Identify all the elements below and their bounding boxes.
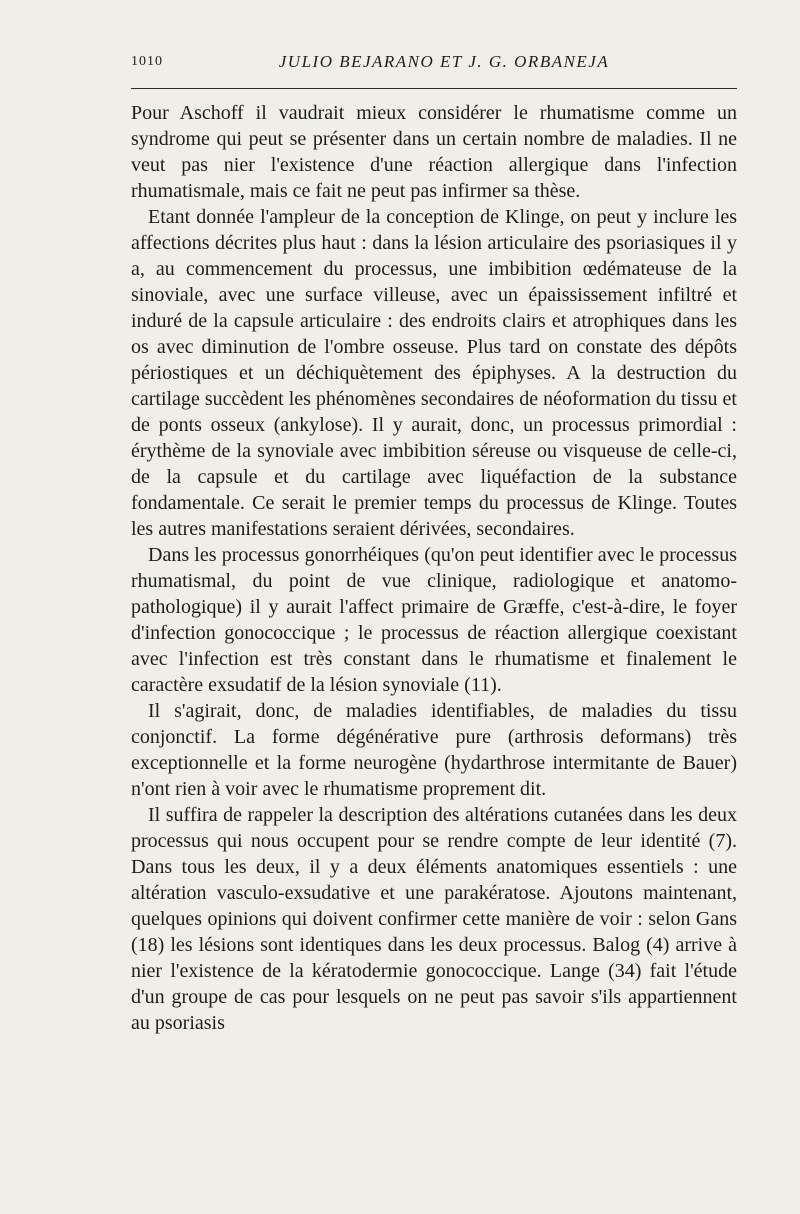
paragraph-4: Il s'agirait, donc, de maladies identifiables, de maladies du tissu conjonctif. La forme dégénérative pure (arthrosis deformans) très exceptionnelle et la forme neurogène (hydarthrose intermitante de Bauer) n'ont rien à voir avec le rhumatisme proprement dit. [131,700,737,800]
paragraph-3: Dans les processus gonorrhéiques (qu'on peut identifier avec le processus rhumatismal, du point de vue clinique, radiologique et anatomo-pathologique) il y aurait l'affect primaire de Græffe, c'est-à-dire, le foyer d'infection gonococcique ; le processus de réaction allergique coexistant avec l'infection est très constant dans le rhumatisme et finalement le caractère exsudatif de la lésion synoviale (11). [131,544,737,696]
page-number: 1010 [131,54,163,69]
paragraph-1: Pour Aschoff il vaudrait mieux considérer le rhumatisme comme un syndrome qui peut se présenter dans un certain nombre de maladies. Il ne veut pas nier l'existence d'une réaction allergique dans l'infection rhumatismale, mais ce fait ne peut pas infirmer sa thèse. [131,102,737,202]
paragraph-2: Etant donnée l'ampleur de la conception de Klinge, on peut y inclure les affections décrites plus haut : dans la lésion articulaire des psoriasiques il y a, au commencement du processus, une imbibition œdémateuse de la sinoviale, avec une surface villeuse, avec un épaississement infiltré et induré de la capsule articulaire : des endroits clairs et atrophiques dans les os avec diminution de l'ombre osseuse. Plus tard on constate des dépôts périostiques et un déchiquètement des épiphyses. A la destruction du cartilage succèdent les phénomènes secondaires de néoformation du tissu et de ponts osseux (ankylose). Il y aurait, donc, un processus primordial : érythème de la synoviale avec imbibition séreuse ou visqueuse de celle-ci, de la capsule et du cartilage avec liquéfaction de la substance fondamentale. Ce serait le premier temps du processus de Klinge. Toutes les autres manifestations seraient dérivées, secondaires. [131,206,737,540]
page-header [131,50,737,80]
paragraph-5: Il suffira de rappeler la description des altérations cutanées dans les deux processus qui nous occupent pour se rendre compte de leur identité (7). Dans tous les deux, il y a deux éléments anatomiques essentiels : une altération vasculo-exsudative et une parakératose. Ajoutons maintenant, quelques opinions qui doivent confirmer cette manière de voir : selon Gans (18) les lésions sont identiques dans les deux processus. Balog (4) arrive à nier l'existence de la kératodermie gonococcique. Lange (34) fait l'étude d'un groupe de cas pour lesquels on ne peut pas savoir s'ils appartiennent au psoriasis [131,804,737,1034]
header-rule [131,88,737,89]
running-title: JULIO BEJARANO ET J. G. ORBANEJA [278,52,610,71]
body-text [131,100,737,1036]
